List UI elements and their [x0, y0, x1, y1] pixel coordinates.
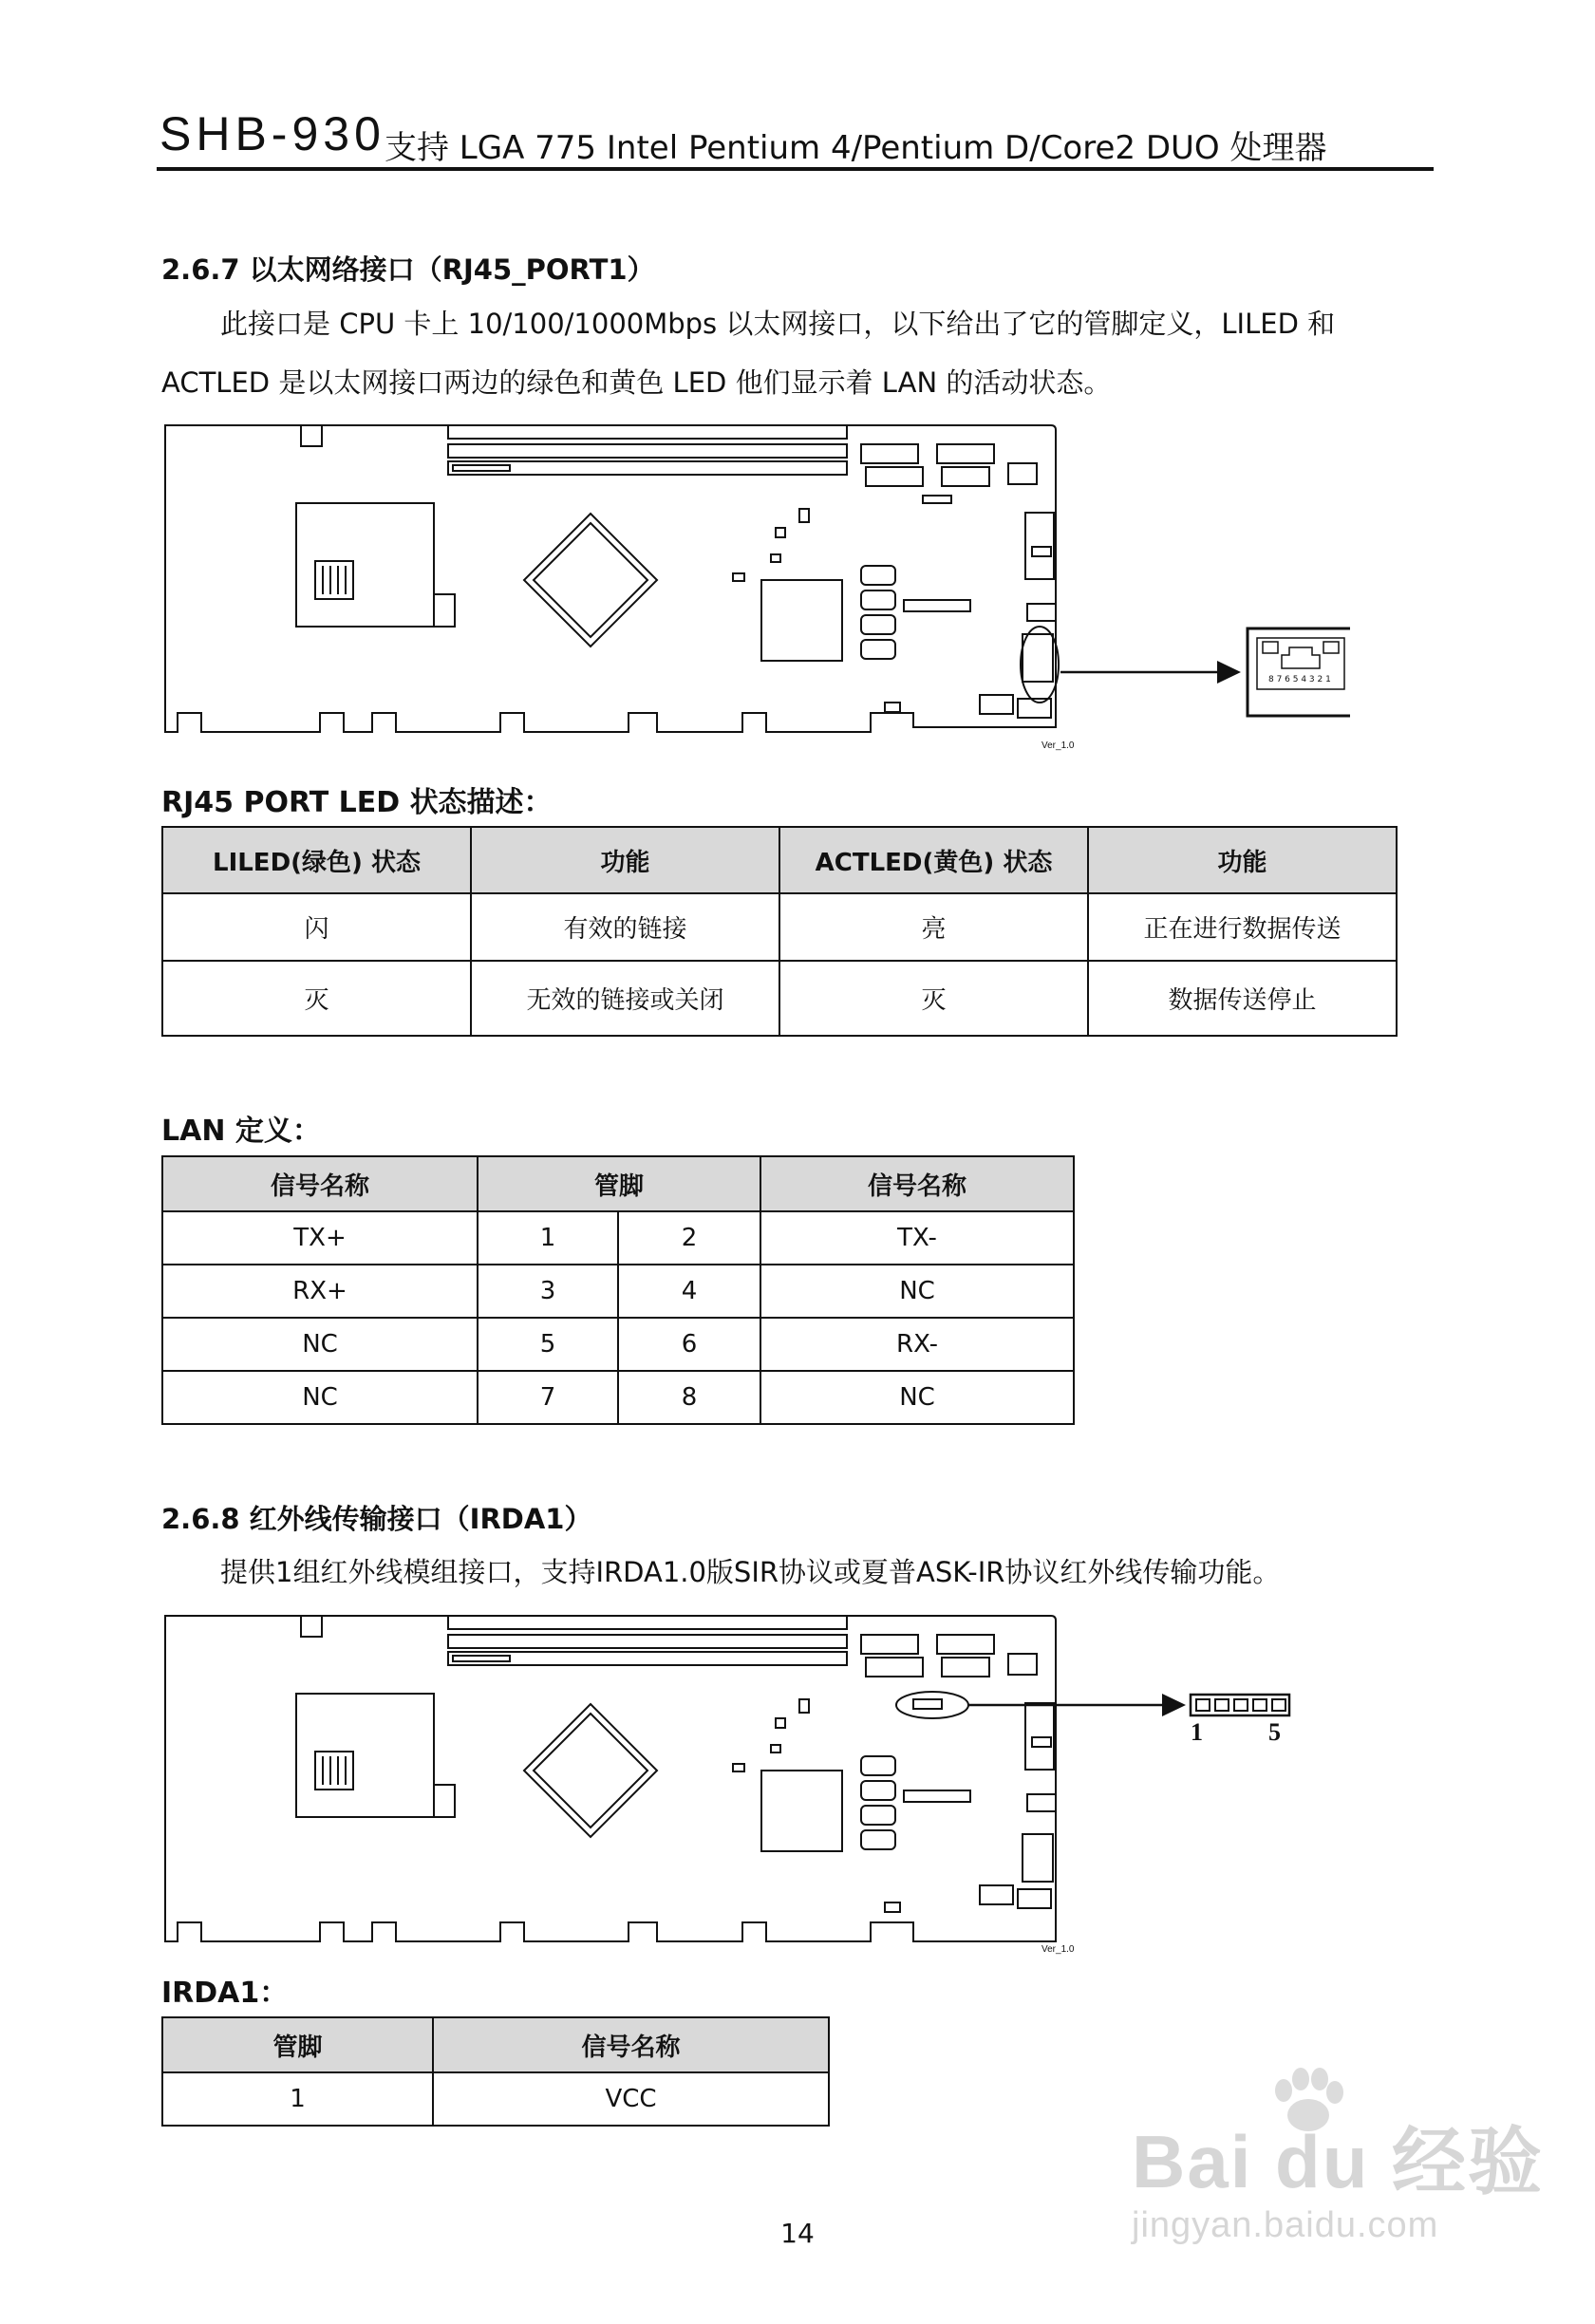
led-header-liled: LILED(绿色) 状态 — [162, 827, 471, 893]
board-diagram-irda — [163, 1614, 1350, 1956]
table-cell: 2 — [618, 1211, 760, 1265]
table-row — [162, 1211, 1074, 1265]
table-cell: RX+ — [162, 1265, 478, 1318]
board-ver-label: Ver_1.0 — [1041, 740, 1075, 751]
table-cell: 1 — [478, 1211, 618, 1265]
irda-header-pin: 管脚 — [162, 2017, 433, 2072]
table-cell: 无效的链接或关闭 — [471, 961, 779, 1036]
table-row — [162, 1371, 1074, 1424]
table-cell: 3 — [478, 1265, 618, 1318]
table-cell: 6 — [618, 1318, 760, 1371]
table-cell: 灭 — [779, 961, 1088, 1036]
irda-pin-last-label: 5 — [1268, 1718, 1281, 1746]
table-cell: 灭 — [162, 961, 471, 1036]
table-cell: 闪 — [162, 893, 471, 961]
table-row — [162, 961, 1397, 1036]
table-cell: 数据传送停止 — [1088, 961, 1397, 1036]
irda-header-signal: 信号名称 — [433, 2017, 829, 2072]
rj45-connector-icon — [1248, 628, 1350, 716]
table-cell: 7 — [478, 1371, 618, 1424]
lan-header-signal1: 信号名称 — [162, 1156, 478, 1211]
lan-definition-table — [161, 1155, 1075, 1425]
board-diagram-lan — [163, 423, 1350, 765]
section-lan-title: 2.6.7 以太网络接口（RJ45_PORT1） — [161, 253, 655, 286]
table-row — [162, 1265, 1074, 1318]
table-cell: 5 — [478, 1318, 618, 1371]
lan-header-pin: 管脚 — [478, 1156, 760, 1211]
section-irda-para: 提供1组红外线模组接口，支持IRDA1.0版SIR协议或夏普ASK-IR协议红外线传输功能。 — [220, 1556, 1281, 1588]
board-ver-label: Ver_1.0 — [1041, 1944, 1075, 1955]
section-lan-para-line1: 此接口是 CPU 卡上 10/100/1000Mbps 以太网接口，以下给出了它的管脚定义，LILED 和 — [220, 308, 1336, 340]
irda-table-caption: IRDA1： — [161, 1977, 289, 2010]
table-cell: TX- — [760, 1211, 1074, 1265]
table-cell: NC — [760, 1371, 1074, 1424]
table-cell: TX+ — [162, 1211, 478, 1265]
lan-table-caption: LAN 定义： — [161, 1115, 321, 1148]
table-cell: 亮 — [779, 893, 1088, 961]
led-status-table — [161, 826, 1398, 1037]
section-irda-title: 2.6.8 红外线传输接口（IRDA1） — [161, 1503, 592, 1535]
led-header-function1: 功能 — [471, 827, 779, 893]
irda-pin-first-label: 1 — [1191, 1718, 1203, 1746]
led-table-caption: RJ45 PORT LED 状态描述： — [161, 786, 553, 819]
table-cell: 正在进行数据传送 — [1088, 893, 1397, 961]
table-cell: 8 — [618, 1371, 760, 1424]
irda-header-icon — [1191, 1695, 1289, 1715]
section-lan-para-line2: ACTLED 是以太网接口两边的绿色和黄色 LED 他们显示着 LAN 的活动状态。 — [161, 366, 1112, 399]
rj45-pin-numbers: 8 7 6 5 4 3 2 1 — [1268, 675, 1331, 684]
table-cell: VCC — [433, 2072, 829, 2126]
header-model: SHB-930 — [160, 107, 385, 160]
table-row — [162, 893, 1397, 961]
watermark-url: jingyan.baidu.com — [1132, 2205, 1439, 2245]
watermark-brand: Bai du 经验 — [1132, 2120, 1545, 2203]
irda-table — [161, 2016, 830, 2127]
led-header-actled: ACTLED(黄色) 状态 — [779, 827, 1088, 893]
table-cell: 有效的链接 — [471, 893, 779, 961]
page-number: 14 — [780, 2218, 815, 2249]
lan-header-signal2: 信号名称 — [760, 1156, 1074, 1211]
header-description: 支持 LGA 775 Intel Pentium 4/Pentium D/Core2 DUO 处理器 — [385, 129, 1327, 167]
header-rule — [157, 167, 1434, 171]
table-cell: RX- — [760, 1318, 1074, 1371]
table-cell: NC — [162, 1371, 478, 1424]
led-header-function2: 功能 — [1088, 827, 1397, 893]
table-cell: NC — [760, 1265, 1074, 1318]
table-cell: NC — [162, 1318, 478, 1371]
table-cell: 4 — [618, 1265, 760, 1318]
table-row — [162, 2072, 829, 2126]
table-row — [162, 1318, 1074, 1371]
table-cell: 1 — [162, 2072, 433, 2126]
